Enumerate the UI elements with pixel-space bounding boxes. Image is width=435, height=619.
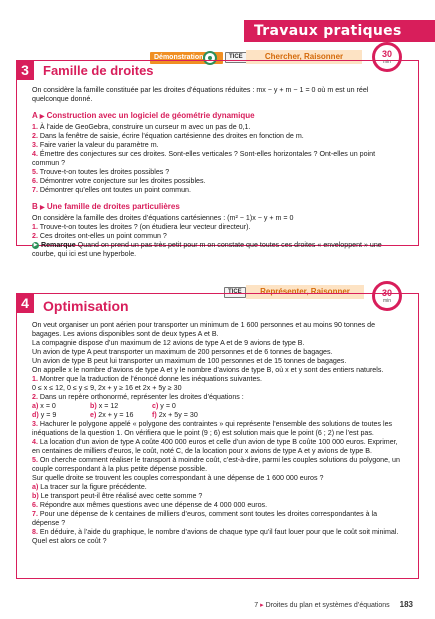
question-5b: Sur quelle droite se trouvent les couples correspondant à une dépense de 1 600 000 euros ? (32, 474, 324, 482)
part-b-title: Une famille de droites particulières (46, 202, 180, 211)
line-equation: c) y = 0 (152, 402, 176, 410)
list-item: 2. Ces droites ont-elles un point commun ? (32, 232, 167, 240)
section-number: 4 (16, 293, 34, 313)
line-equation: e) 2x + y = 16 (90, 411, 134, 419)
list-item: 1. À l’aide de GeoGebra, construire un curseur m avec un pas de 0,1. (32, 123, 251, 131)
intro-text: On considère la famille constituée par les droites d’équations réduites : mx − y + m − 1 = 0 où m est un réel quelconque donné. (32, 86, 369, 103)
line-equation: a) x = 0 (32, 402, 56, 410)
section-famille-body (32, 86, 404, 259)
section-optimisation-body (32, 321, 404, 546)
section-number: 3 (16, 60, 34, 80)
remark: ▶ Remarque Quand on prend un pas très petit pour m on constate que toutes ces droites « enveloppent » une courbe, qui ici est une hyperbole. (32, 241, 382, 258)
list-item: 5. Trouve-t-on toutes les droites possibles ? (32, 168, 170, 176)
paragraph: Un avion de type A peut transporter un maximum de 200 personnes et de 6 tonnes de bagages. (32, 348, 333, 356)
question-7: 7. Pour une dépense de k centaines de milliers d’euros, comment sont toutes les droites correspondantes à la dépense ? (32, 510, 378, 527)
part-a-title: Construction avec un logiciel de géométrie dynamique (46, 111, 255, 120)
travaux-pratiques-banner: Travaux pratiques (244, 20, 435, 42)
question-4: 4. La location d’un avion de type A coûte 400 000 euros et celle d’un avion de type B coûte 100 000 euros. Exprimer, en centaines de milliers d’euros, le coût, noté C, de la location pour x avions de type A et y avions de type B. (32, 438, 398, 455)
tice-label: TICE (225, 52, 247, 63)
paragraph: La compagnie dispose d’un maximum de 12 avions de type A et de 9 avions de type B. (32, 339, 305, 347)
timer-value: 30 (381, 288, 392, 298)
list-item: 7. Démontrer qu’elles ont toutes un point commun. (32, 186, 191, 194)
timer-value: 30 (381, 49, 392, 59)
paragraph: On veut organiser un pont aérien pour transporter un minimum de 1 600 personnes et au moins 90 tonnes de bagages. Les avions disponibles sont de deux types A et B. (32, 321, 376, 338)
line-equation: f) 2x + 5y = 30 (152, 411, 198, 419)
list-item: 3. Faire varier la valeur du paramètre m. (32, 141, 159, 149)
list-item: 2. Dans la fenêtre de saisie, écrire l’équation cartésienne des droites en fonction de m. (32, 132, 304, 140)
part-b-intro: On considère la famille des droites d’équations cartésiennes : (m² − 1)x − y + m = 0 (32, 214, 294, 222)
question-8: 8. En déduire, à l’aide du graphique, le nombre d’avions de chaque type qu’il faut louer pour que le coût soit minimal. (32, 528, 399, 536)
competence-badge: Représenter, Raisonner (246, 285, 364, 299)
line-equation: b) x = 12 (90, 402, 119, 410)
section-title: Optimisation (43, 298, 129, 314)
chevron-right-icon: ▸ (260, 602, 264, 609)
list-item: b) Le transport peut-il être réalisé avec cette somme ? (32, 492, 203, 500)
paragraph: On appelle x le nombre d’avions de type A et y le nombre d’avions de type B, où x et y sont des entiers naturels. (32, 366, 384, 374)
part-a-heading: A ▶ Construction avec un logiciel de géométrie dynamique (32, 111, 255, 120)
list-item: 1. Trouve-t-on toutes les droites ? (on étudiera leur vecteur directeur). (32, 223, 251, 231)
section-title: Famille de droites (43, 63, 154, 78)
tice-label: TICE (224, 287, 246, 298)
arrow-right-icon: ▶ (33, 241, 38, 248)
chapter-title: Droites du plan et systèmes d’équations (265, 602, 390, 609)
timer-unit: min (382, 59, 392, 65)
competence-badge: Chercher, Raisonner (246, 50, 362, 64)
list-item: a) La tracer sur la figure précédente. (32, 483, 147, 491)
question-5: 5. On cherche comment réaliser le transport à moindre coût, c’est-à-dire, parmi les couples solutions du polygone, un couple correspondant à la plus petite dépense possible. (32, 456, 400, 473)
timer-unit: min (382, 298, 392, 304)
question-1: 1. Montrer que la traduction de l’énoncé donne les inéquations suivantes. (32, 375, 262, 383)
page-footer (254, 600, 413, 609)
question-3: 3. Hachurer le polygone appelé « polygone des contraintes » qui représente l’ensemble des solutions de toutes les inéquations de la question 1. On vérifiera que le point (9 ; 6) est solution mais que le point (6 ; 2) ne l’est pas. (32, 420, 393, 437)
chapter-number: 7 (254, 602, 259, 609)
paragraph: Un avion de type B peut lui transporter un maximum de 100 personnes et de 15 tonnes de bagages. (32, 357, 347, 365)
line-equation: d) y = 9 (32, 411, 57, 419)
inequations: 0 ≤ x ≤ 12, 0 ≤ y ≤ 9, 2x + y ≥ 16 et 2x + 5y ≥ 30 (32, 384, 182, 392)
demonstration-badge: Démonstration (150, 52, 223, 64)
question-8b: Quel est alors ce coût ? (32, 537, 107, 545)
question-6: 6. Répondre aux mêmes questions avec une dépense de 4 000 000 euros. (32, 501, 268, 509)
line-equations (32, 402, 404, 420)
list-item: 6. Démontrer votre conjecture sur les droites possibles. (32, 177, 206, 185)
page-number: 183 (399, 600, 413, 609)
part-b-heading: B ▶ Une famille de droites particulières (32, 202, 180, 211)
question-2: 2. Dans un repère orthonormé, représenter les droites d’équations : (32, 393, 244, 401)
list-item: 4. Émettre des conjectures sur ces droites. Sont-elles verticales ? Sont-elles horizontales ? Ont-elles un point commun ? (32, 150, 376, 167)
